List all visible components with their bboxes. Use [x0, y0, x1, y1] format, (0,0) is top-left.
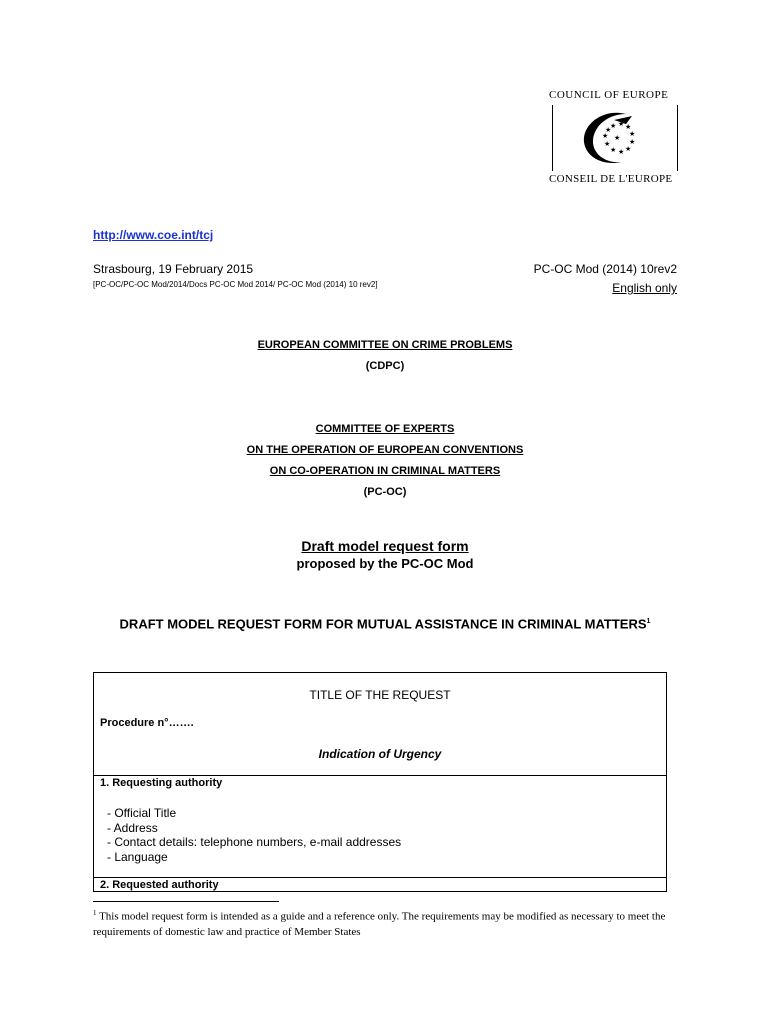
svg-text:★: ★	[604, 140, 611, 148]
svg-text:★: ★	[625, 123, 632, 131]
language-note: English only	[612, 281, 677, 295]
svg-text:★: ★	[602, 132, 609, 140]
list-item: - Official Title	[107, 806, 177, 820]
section-requested-authority: 2. Requested authority	[100, 879, 219, 891]
document-id: PC-OC Mod (2014) 10rev2	[533, 262, 677, 276]
footnote-text: This model request form is intended as a guide and a reference only. The requirements may be modified as necessary to meet the requirements of domestic law and practice of Member States	[93, 910, 666, 938]
coe-link[interactable]: http://www.coe.int/tcj	[93, 228, 214, 242]
svg-text:★: ★	[629, 130, 636, 138]
committee-abbr: (CDPC)	[365, 360, 405, 372]
list-item: - Address	[107, 820, 158, 835]
council-of-europe-logo-icon	[574, 106, 654, 170]
svg-text:★: ★	[618, 148, 625, 156]
svg-text:★: ★	[610, 122, 617, 130]
experts-abbr: (PC-OC)	[363, 486, 407, 498]
main-title: DRAFT MODEL REQUEST FORM FOR MUTUAL ASSISTANCE IN CRIMINAL MATTERS$^1$	[119, 616, 651, 632]
committee-name: EUROPEAN COMMITTEE ON CRIME PROBLEMS	[257, 339, 513, 351]
footnote-marker: 1	[93, 909, 97, 917]
draft-subtitle: proposed by the PC-OC Mod	[296, 556, 474, 571]
experts-line-2: ON THE OPERATION OF EUROPEAN CONVENTIONS	[246, 444, 524, 456]
experts-line-3: ON CO-OPERATION IN CRIMINAL MATTERS	[269, 465, 501, 477]
urgency-indication: Indication of Urgency	[318, 747, 442, 761]
list-item: - Language	[107, 849, 168, 864]
footnote-ref: 1	[646, 618, 651, 625]
procedure-number: Procedure n°…….	[100, 717, 194, 729]
list-item: - Contact details: telephone numbers, e-mail addresses	[107, 835, 402, 849]
table-divider-2	[93, 877, 667, 878]
form-title: TITLE OF THE REQUEST	[309, 688, 451, 702]
svg-text:★: ★	[629, 138, 636, 146]
svg-text:★: ★	[618, 120, 625, 128]
requesting-authority-items	[107, 806, 401, 864]
svg-text:★: ★	[625, 145, 632, 153]
svg-text:★: ★	[610, 146, 617, 154]
footnote	[93, 906, 673, 940]
svg-text:★: ★	[605, 126, 612, 134]
logo-top-text: COUNCIL OF EUROPE	[549, 89, 669, 101]
experts-line-1: COMMITTEE OF EXPERTS	[315, 423, 455, 435]
svg-text:★: ★	[614, 134, 621, 142]
draft-title: Draft model request form	[301, 538, 469, 554]
document-reference: [PC-OC/PC-OC Mod/2014/Docs PC-OC Mod 2014/ PC-OC Mod (2014) 10 rev2]	[93, 280, 378, 289]
logo-bottom-text: CONSEIL DE L'EUROPE	[549, 173, 673, 185]
place-date: Strasbourg, 19 February 2015	[93, 262, 254, 276]
table-divider-1	[93, 775, 667, 776]
section-requesting-authority: 1. Requesting authority	[100, 777, 223, 789]
footnote-divider	[93, 901, 279, 902]
